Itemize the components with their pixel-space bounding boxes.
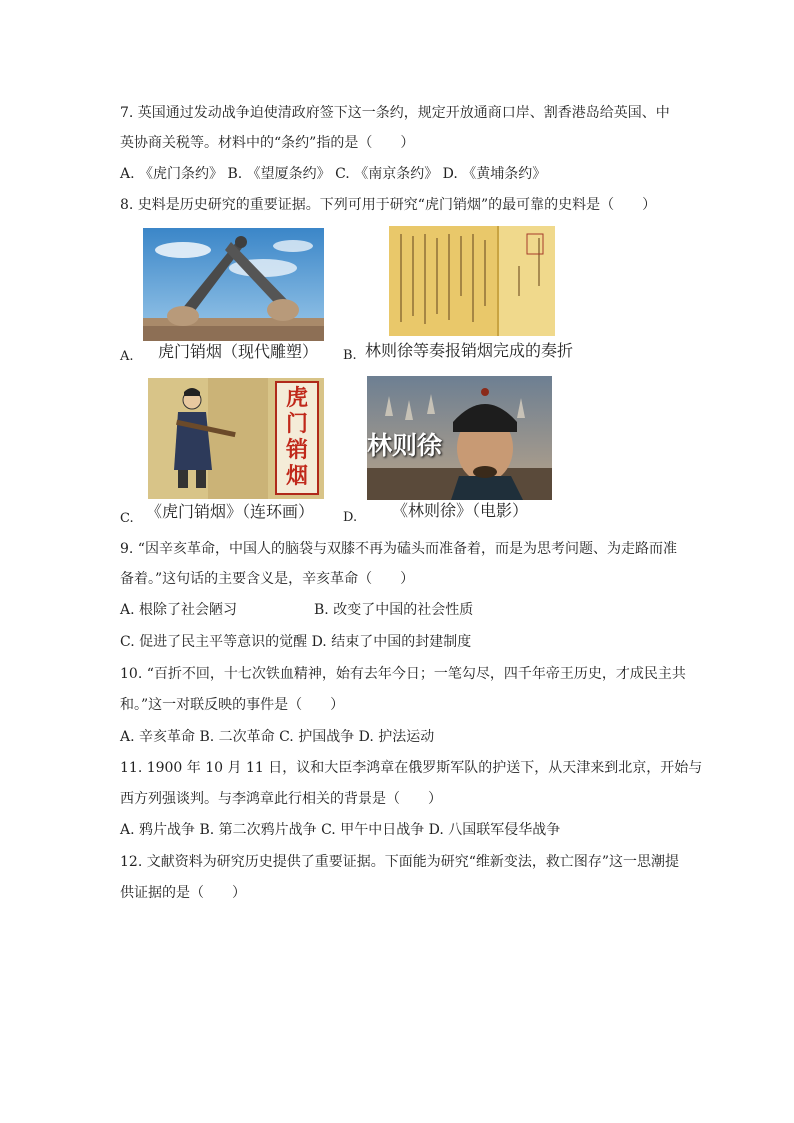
option-a-sculpture-image xyxy=(143,228,324,341)
q9-stem-line1: 9. “因辛亥革命，中国人的脑袋与双膝不再为磕头而准备着，而是为思考问题、为走路而准 xyxy=(120,541,677,557)
option-c-caption: 《虎门销烟》（连环画） xyxy=(146,502,315,521)
q9-option-a: A. 根除了社会陋习 xyxy=(120,602,238,618)
q10-stem-line2: 和。”这一对联反映的事件是（ ） xyxy=(120,697,345,713)
q8-stem: 8. 史料是历史研究的重要证据。下列可用于研究“虎门销烟”的最可靠的史料是（ ） xyxy=(120,197,657,213)
option-b-memorial-image xyxy=(389,226,555,336)
option-c-picture-title: 虎门销烟 xyxy=(285,386,308,489)
q7-options: A. 《虎门条约》 B. 《望厦条约》 C. 《南京条约》 D. 《黄埔条约》 xyxy=(120,166,547,182)
option-d-picture-title: 林则徐 xyxy=(367,431,443,460)
option-d-letter: D. xyxy=(343,510,358,525)
q7-stem-line2: 英协商关税等。材料中的“条约”指的是（ ） xyxy=(120,135,415,151)
q9-options-cd: C. 促进了民主平等意识的觉醒 D. 结束了中国的封建制度 xyxy=(120,634,472,650)
q7-stem-line1: 7. 英国通过发动战争迫使清政府签下这一条约，规定开放通商口岸、割香港岛给英国、中 xyxy=(120,105,670,121)
q11-stem-line2: 西方列强谈判。与李鸿章此行相关的背景是（ ） xyxy=(120,791,442,807)
option-d-caption: 《林则徐》（电影） xyxy=(392,501,529,520)
q9-stem-line2: 备着。”这句话的主要含义是，辛亥革命（ ） xyxy=(120,571,415,587)
option-c-comic-image xyxy=(148,378,324,499)
q9-option-b: B. 改变了中国的社会性质 xyxy=(314,602,474,618)
option-a-caption: 虎门销烟（现代雕塑） xyxy=(158,342,319,361)
q10-options: A. 辛亥革命 B. 二次革命 C. 护国战争 D. 护法运动 xyxy=(120,729,435,745)
option-b-letter: B. xyxy=(343,348,357,363)
q11-options: A. 鸦片战争 B. 第二次鸦片战争 C. 甲午中日战争 D. 八国联军侵华战争 xyxy=(120,822,561,838)
option-c-letter: C. xyxy=(120,511,134,526)
q11-stem-line1: 11. 1900 年 10 月 11 日，议和大臣李鸿章在俄罗斯军队的护送下，从天津来到北京，开始与 xyxy=(120,760,703,776)
option-d-film-image xyxy=(367,376,552,500)
q12-stem-line1: 12. 文献资料为研究历史提供了重要证据。下面能为研究“维新变法，救亡图存”这一思潮提 xyxy=(120,854,680,870)
option-a-letter: A. xyxy=(120,349,134,364)
q10-stem-line1: 10. “百折不回，十七次铁血精神，始有去年今日；一笔勾尽，四千年帝王历史，才成民主共 xyxy=(120,666,686,682)
q12-stem-line2: 供证据的是（ ） xyxy=(120,885,246,901)
option-b-caption: 林则徐等奏报销烟完成的奏折 xyxy=(365,341,574,360)
